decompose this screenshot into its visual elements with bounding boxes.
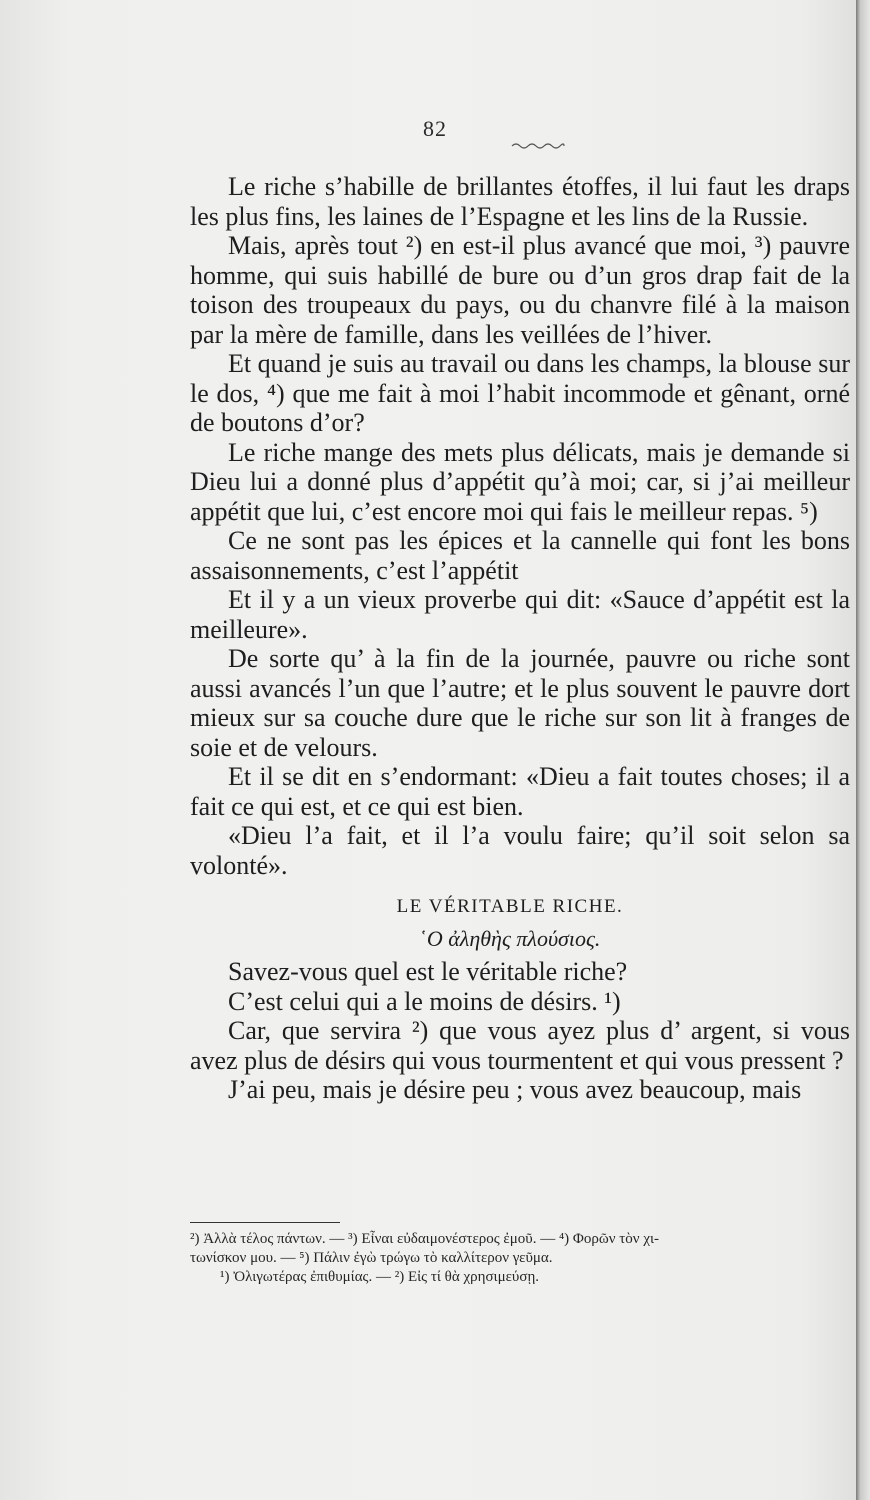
paragraph: Et il se dit en s’endormant: «Dieu a fait toutes choses; il a fait ce qui est, et ce qui est bien. bbox=[190, 762, 850, 821]
paragraph: Le riche s’habille de brillantes étoffes, il lui faut les draps les plus fins, les laines de l’Espagne et les lins de la Russie. bbox=[190, 172, 850, 231]
main-text bbox=[190, 172, 850, 1105]
section-greek-title: ῾Ο ἀληθὴς πλούσιος. bbox=[419, 925, 601, 951]
section-title: LE VÉRITABLE RICHE. bbox=[396, 896, 624, 917]
ornament-divider bbox=[510, 140, 566, 152]
footnote-line: ²) Ἀλλὰ τέλος πάντων. — ³) Εἶναι εὐδαιμονέστερος ἐμοῦ. — ⁴) Φορῶν τὸν χι- bbox=[190, 1231, 660, 1247]
paragraph: C’est celui qui a le moins de désirs. ¹) bbox=[228, 986, 621, 1016]
footnotes bbox=[190, 1230, 855, 1287]
paragraph: Savez-vous quel est le véritable riche? bbox=[228, 957, 628, 986]
paragraph: Car, que servira ²) que vous ayez plus d’ argent, si vous avez plus de désirs qui vous tourmentent et qui vous pressent ? bbox=[190, 1016, 850, 1075]
page-gutter-shadow bbox=[856, 0, 870, 1500]
paragraph: Mais, après tout ²) en est-il plus avancé que moi, ³) pauvre homme, qui suis habillé de bure ou d’un gros drap fait de la toison des troupeaux du pays, ou du chanvre filé à la maison par la mère de famille, dans les veillées de l’hiver. bbox=[190, 231, 850, 349]
paragraph: «Dieu l’a fait, et il l’a voulu faire; qu’il soit selon sa volonté». bbox=[190, 821, 850, 880]
paragraph: J’ai peu, mais je désire peu ; vous avez beaucoup, mais bbox=[228, 1075, 802, 1104]
paragraph: De sorte qu’ à la fin de la journée, pauvre ou riche sont aussi avancés l’un que l’autre; et le plus souvent le pauvre dort mieux sur sa couche dure que le riche sur son lit à franges de soie et de velours. bbox=[190, 644, 850, 762]
paragraph: Le riche mange des mets plus délicats, mais je demande si Dieu lui a donné plus d’appétit qu’à moi; car, si j’ai meilleur appétit que lui, c’est encore moi qui fais le meilleur repas. ⁵) bbox=[190, 437, 850, 526]
paragraph: Et il y a un vieux proverbe qui dit: «Sauce d’appétit est la meilleure». bbox=[190, 585, 850, 644]
footnote-line: ¹) Ὀλιγωτέρας ἐπιθυμίας. — ²) Εἰς τί θὰ χρησιμεύσῃ. bbox=[220, 1269, 540, 1285]
paragraph: Ce ne sont pas les épices et la cannelle qui font les bons assaisonnements, c’est l’appétit bbox=[190, 526, 850, 585]
paragraph: Et quand je suis au travail ou dans les champs, la blouse sur le dos, ⁴) que me fait à moi l’habit incommode et gênant, orné de boutons d’or? bbox=[190, 349, 850, 437]
footnote-line: τωνίσκον μου. — ⁵) Πάλιν ἐγὼ τρώγω τὸ καλλίτερον γεῦμα. bbox=[190, 1250, 553, 1266]
footnote-rule bbox=[190, 1222, 340, 1223]
page-number: 82 bbox=[423, 116, 447, 141]
